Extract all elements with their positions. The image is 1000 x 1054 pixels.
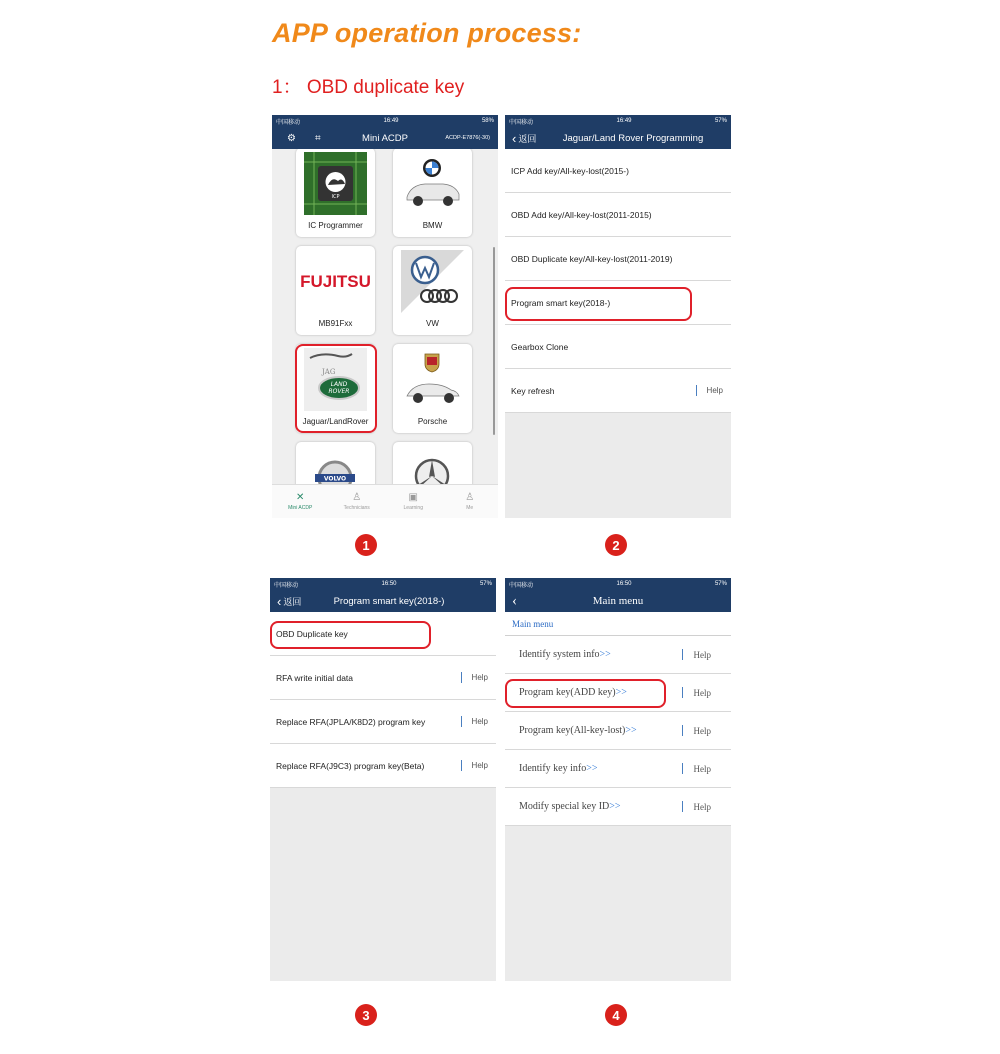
porsche-car-icon	[401, 348, 464, 411]
nav-title: Mini ACDP	[362, 132, 408, 144]
tab-bar	[272, 484, 498, 518]
help-button[interactable]: Help	[461, 760, 488, 771]
help-button[interactable]: Help	[682, 763, 712, 774]
help-button[interactable]: Help	[682, 687, 712, 698]
arrow-icon: >>	[599, 649, 611, 660]
tile-label: Jaguar/LandRover	[302, 417, 369, 426]
arrow-icon: >>	[609, 801, 621, 812]
chip-icon	[304, 152, 367, 215]
tab-learning[interactable]: ▣ Learning	[403, 491, 423, 511]
tile-label: VW	[426, 319, 439, 328]
status-bar	[505, 115, 731, 127]
tile-label: BMW	[422, 221, 443, 230]
chevron-left-icon: ‹	[277, 593, 282, 609]
list-item[interactable]: Replace RFA(JPLA/K8D2) program key Help	[270, 700, 496, 744]
settings-icon[interactable]: ⚙	[287, 132, 296, 144]
tile-label: Porsche	[417, 417, 448, 426]
user-icon: ♙	[465, 491, 475, 503]
svg-text:ICP: ICP	[331, 194, 340, 200]
tile-vw[interactable]	[393, 246, 472, 335]
arrow-icon: >>	[625, 725, 637, 736]
list-item[interactable]: Replace RFA(J9C3) program key(Beta) Help	[270, 744, 496, 788]
step-badge-4: 4	[605, 1004, 627, 1026]
status-bar	[505, 578, 731, 590]
tile-porsche[interactable]	[393, 344, 472, 433]
list-item[interactable]: Program key(All-key-lost) >> Help	[505, 712, 731, 750]
scrollbar[interactable]	[493, 247, 495, 435]
battery-label: 57%	[714, 581, 727, 587]
nav-bar	[272, 127, 498, 149]
divider	[696, 385, 697, 396]
nav-title: Main menu	[592, 595, 644, 607]
mercedes-icon	[401, 446, 464, 485]
step-badge-2: 2	[605, 534, 627, 556]
tile-bmw[interactable]	[393, 149, 472, 237]
divider	[682, 725, 683, 736]
divider	[682, 649, 683, 660]
svg-text:ROVER: ROVER	[328, 388, 350, 395]
tab-technicians[interactable]: ♙ Technicians	[343, 491, 370, 511]
phone-screen-3	[270, 578, 496, 981]
tab-me[interactable]: ♙ Me	[465, 491, 475, 511]
help-button[interactable]: Help	[682, 801, 712, 812]
page-title: APP operation process:	[272, 18, 582, 48]
menu-list	[270, 612, 496, 788]
carrier-label: 中国移动	[274, 582, 299, 589]
bmw-car-icon	[401, 152, 464, 215]
help-button[interactable]: Help	[696, 385, 723, 396]
divider	[461, 672, 462, 683]
back-button[interactable]: ‹ 返回	[277, 593, 302, 609]
status-bar	[272, 115, 498, 127]
svg-text:LAND: LAND	[330, 381, 348, 388]
carrier-label: 中国移动	[509, 119, 534, 126]
list-item[interactable]: Identify system info >> Help	[505, 636, 731, 674]
tab-mini-acdp[interactable]: ✕ Mini ACDP	[288, 491, 313, 511]
vw-audi-icon	[401, 250, 464, 313]
status-time: 16:49	[383, 118, 399, 124]
tile-mb91fxx[interactable]	[296, 246, 375, 335]
list-item[interactable]: Identify key info >> Help	[505, 750, 731, 788]
list-item[interactable]: ICP Add key/All-key-lost(2015-)	[505, 149, 731, 193]
arrow-icon: >>	[615, 687, 627, 698]
status-time: 16:50	[616, 581, 632, 587]
arrow-icon: >>	[586, 763, 598, 774]
page-subtitle: 1： OBD duplicate key	[272, 77, 465, 98]
help-button[interactable]: Help	[461, 716, 488, 727]
list-item[interactable]: Gearbox Clone	[505, 325, 731, 369]
nav-bar	[505, 590, 731, 612]
device-id: ACDP-E7876(-30)	[445, 135, 490, 141]
land-rover-icon	[304, 348, 367, 411]
status-time: 16:50	[381, 581, 397, 587]
status-bar	[270, 578, 496, 590]
list-item[interactable]: Program key(ADD key) >> Help	[505, 674, 731, 712]
divider	[682, 801, 683, 812]
help-button[interactable]: Help	[682, 649, 712, 660]
chevron-left-icon: ‹	[512, 130, 517, 146]
tile-mercedes[interactable]	[393, 442, 472, 485]
chevron-left-icon: ‹	[512, 592, 517, 609]
main-menu-list	[505, 612, 731, 826]
list-item[interactable]: RFA write initial data Help	[270, 656, 496, 700]
nav-bar	[270, 590, 496, 612]
divider	[461, 716, 462, 727]
fujitsu-logo: FUJITSU	[300, 271, 371, 291]
volvo-icon	[304, 446, 367, 485]
tile-ic-programmer[interactable]	[296, 149, 375, 237]
tile-volvo[interactable]	[296, 442, 375, 485]
list-item[interactable]: Modify special key ID >> Help	[505, 788, 731, 826]
phone-screen-4	[505, 578, 731, 981]
tile-label: IC Programmer	[308, 221, 363, 230]
nav-bar	[505, 127, 731, 149]
list-item[interactable]: Key refresh Help	[505, 369, 731, 413]
divider	[682, 687, 683, 698]
help-button[interactable]: Help	[682, 725, 712, 736]
phone-screen-2	[505, 115, 731, 518]
nav-title: Program smart key(2018-)	[333, 595, 445, 607]
person-icon: ♙	[352, 491, 362, 503]
section-label: Main menu	[505, 612, 731, 636]
scan-icon[interactable]: ⌗	[315, 132, 321, 144]
battery-label: 57%	[479, 581, 492, 587]
back-button[interactable]: ‹ 返回	[512, 130, 537, 146]
battery-label: 58%	[481, 118, 494, 124]
battery-label: 57%	[714, 118, 727, 124]
list-item[interactable]: OBD Add key/All-key-lost(2011-2015)	[505, 193, 731, 237]
carrier-label: 中国移动	[276, 119, 301, 126]
learning-icon: ▣	[408, 491, 418, 503]
list-item[interactable]: OBD Duplicate key/All-key-lost(2011-2019)	[505, 237, 731, 281]
tile-label: MB91Fxx	[318, 319, 353, 328]
menu-list	[505, 149, 731, 413]
divider	[461, 760, 462, 771]
list-item[interactable]: Program smart key(2018-)	[505, 281, 731, 325]
tile-jaguar-landrover[interactable]	[296, 344, 375, 433]
divider	[682, 763, 683, 774]
svg-text:JAG: JAG	[322, 368, 336, 376]
list-item[interactable]: OBD Duplicate key	[270, 612, 496, 656]
carrier-label: 中国移动	[509, 582, 534, 589]
phone-screen-1	[272, 115, 498, 518]
nav-title: Jaguar/Land Rover Programming	[562, 132, 704, 144]
app-grid	[272, 149, 498, 485]
step-badge-1: 1	[355, 534, 377, 556]
help-button[interactable]: Help	[461, 672, 488, 683]
svg-text:VOLVO: VOLVO	[323, 475, 347, 483]
status-time: 16:49	[616, 118, 632, 124]
step-badge-3: 3	[355, 1004, 377, 1026]
tools-icon: ✕	[296, 491, 305, 503]
